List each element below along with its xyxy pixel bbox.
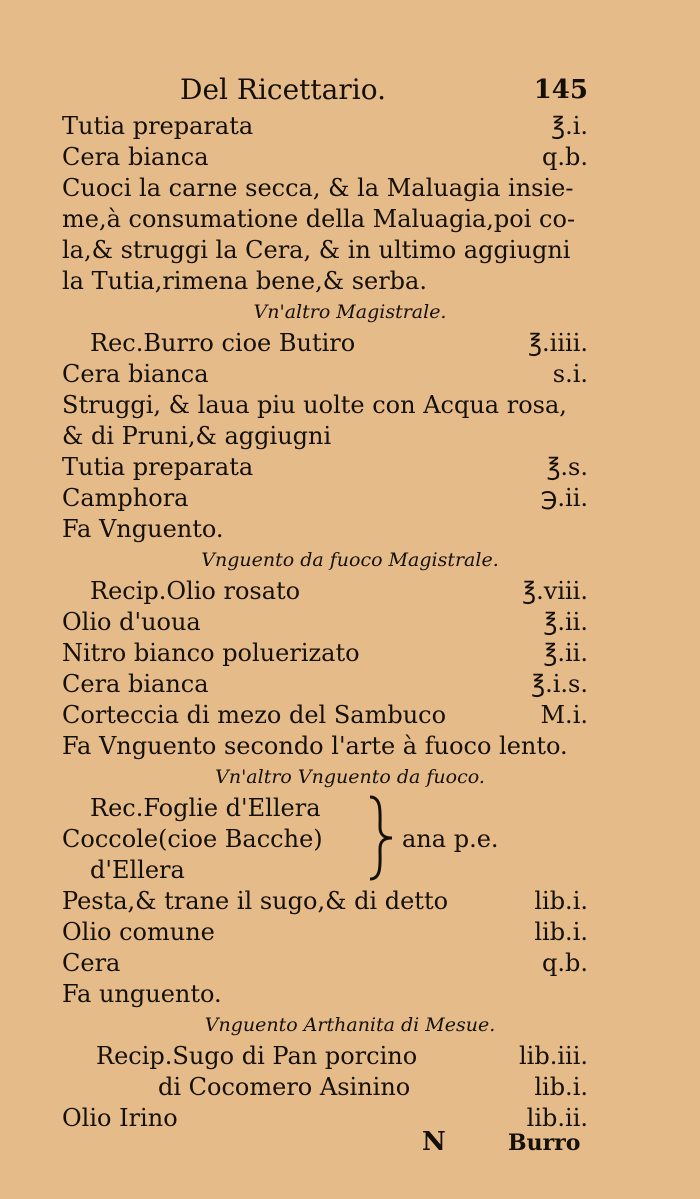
text-line (62, 142, 588, 173)
line-text: Recip.Olio rosato (90, 577, 301, 605)
line-dose: lib.i. (534, 887, 588, 915)
section-heading: Vnguento Arthanita di Mesue. (204, 1014, 496, 1036)
line-text: Fa Vnguento secondo l'arte à fuoco lento. (62, 732, 568, 760)
line-dose: ℥.i. (551, 112, 588, 140)
line-text: Cera (62, 949, 121, 977)
line-dose: lib.i. (534, 918, 588, 946)
line-text: Cera bianca (62, 143, 209, 171)
text-line (62, 359, 588, 390)
line-text: Olio Irino (62, 1104, 178, 1132)
line-text: Tutia preparata (62, 453, 254, 481)
text-line (62, 173, 588, 204)
line-text: Pesta,& trane il sugo,& di detto (62, 887, 449, 915)
text-line (62, 638, 588, 669)
signature-mark: N (422, 1127, 446, 1157)
brace-item-3: d'Ellera (90, 856, 185, 884)
line-text: Struggi, & laua piu uolte con Acqua rosa, (62, 391, 567, 419)
text-line (62, 483, 588, 514)
section-heading: Vn'altro Magistrale. (253, 301, 447, 323)
line-text: Olio d'uoua (62, 608, 201, 636)
text-line (62, 917, 588, 948)
line-dose: ℥.viii. (522, 577, 588, 605)
line-dose: ℥.iiii. (528, 329, 588, 357)
line-dose: ℥.i.s. (531, 670, 588, 698)
text-line (62, 390, 588, 421)
line-dose: ℥.ii. (543, 639, 588, 667)
brace-amount: ana p.e. (402, 825, 499, 853)
line-text: Recip.Sugo di Pan porcino (96, 1042, 418, 1070)
brace-item-1: Rec.Foglie d'Ellera (90, 794, 321, 822)
section-heading: Vn'altro Vnguento da fuoco. (215, 766, 485, 788)
line-dose: ℥.ii. (543, 608, 588, 636)
text-line (62, 576, 588, 607)
line-text: me,à consumatione della Maluagia,poi co- (62, 205, 576, 233)
text-line (62, 731, 588, 762)
catchword: Burro (508, 1130, 581, 1156)
line-text: di Cocomero Asinino (158, 1073, 411, 1101)
line-text: Cuoci la carne secca, & la Maluagia insie- (62, 174, 574, 202)
line-text: & di Pruni,& aggiugni (62, 422, 332, 450)
line-text: Cera bianca (62, 360, 209, 388)
text-line (62, 266, 588, 297)
text-line (62, 328, 588, 359)
brace-item-2: Coccole(cioe Bacche) (62, 825, 323, 853)
text-line (62, 886, 588, 917)
line-dose: M.i. (540, 701, 588, 729)
text-line (62, 452, 588, 483)
line-dose: s.i. (552, 360, 588, 388)
line-text: la Tutia,rimena bene,& serba. (62, 267, 427, 295)
text-line (62, 1072, 588, 1103)
line-text: Nitro bianco poluerizato (62, 639, 360, 667)
line-text: Camphora (62, 484, 189, 512)
line-text: Tutia preparata (62, 112, 254, 140)
running-title: Del Ricettario. (180, 73, 386, 106)
line-text: Fa Vnguento. (62, 515, 224, 543)
line-dose: lib.iii. (519, 1042, 588, 1070)
line-text: Cera bianca (62, 670, 209, 698)
line-text: Olio comune (62, 918, 215, 946)
line-dose: lib.ii. (526, 1104, 588, 1132)
line-text: la,& struggi la Cera, & in ultimo aggiugni (62, 236, 571, 264)
line-dose: lib.i. (534, 1073, 588, 1101)
line-dose: q.b. (542, 949, 588, 977)
section-heading: Vnguento da fuoco Magistrale. (201, 549, 499, 571)
text-line (62, 700, 588, 731)
page-number: 145 (533, 75, 588, 105)
text-line (62, 421, 588, 452)
line-text: Fa unguento. (62, 980, 222, 1008)
text-line (62, 111, 588, 142)
line-dose: ℥.s. (546, 453, 588, 481)
line-dose: q.b. (542, 143, 588, 171)
line-text: Corteccia di mezo del Sambuco (62, 701, 447, 729)
text-line (62, 948, 588, 979)
line-text: Rec.Burro cioe Butiro (90, 329, 356, 357)
text-line (62, 607, 588, 638)
text-line (62, 204, 588, 235)
curly-brace-icon (368, 793, 394, 883)
text-line (62, 979, 588, 1010)
line-dose: ℈.ii. (540, 484, 588, 512)
text-line (62, 514, 588, 545)
text-line (62, 669, 588, 700)
text-line (62, 235, 588, 266)
text-line (62, 1041, 588, 1072)
